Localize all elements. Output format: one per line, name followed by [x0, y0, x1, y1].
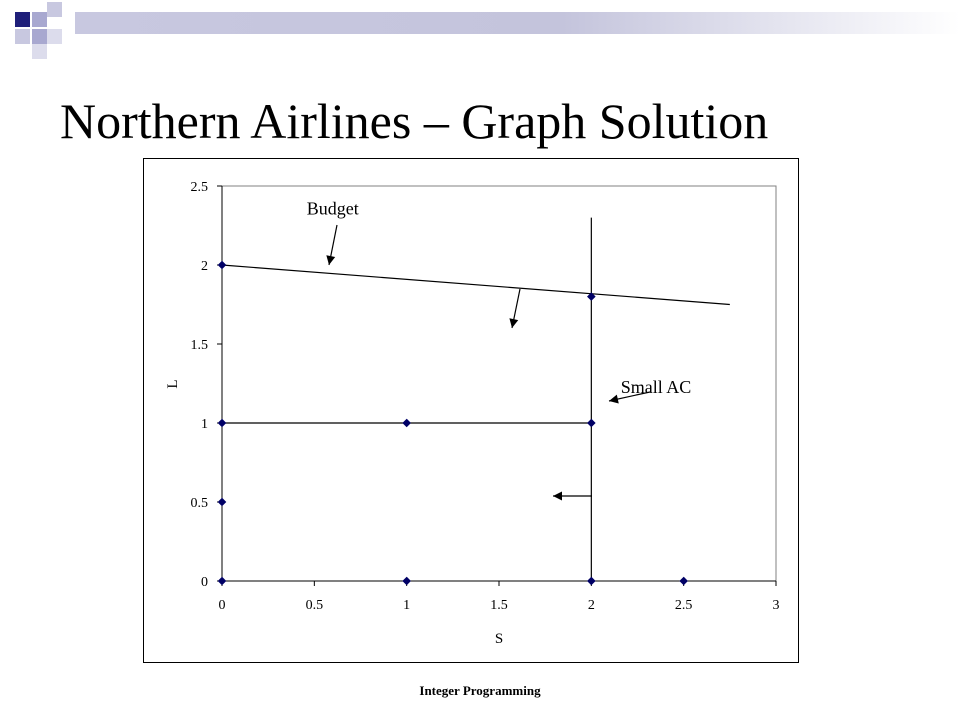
x-tick-label: 2 [587, 598, 595, 613]
small-ac-label-arrow-head [609, 395, 619, 404]
y-tick-label: 0 [201, 575, 208, 590]
data-point [403, 419, 410, 426]
y-tick-label: 0.5 [190, 496, 208, 511]
x-axis-label: S [494, 631, 504, 647]
line-budget [222, 265, 730, 305]
data-point [588, 577, 595, 584]
y-tick-label: 1 [201, 417, 208, 432]
y-tick-label: 1.5 [190, 338, 208, 353]
x-tick-label: 0.5 [305, 598, 324, 613]
x-tick-label: 0 [218, 598, 226, 613]
x-tick-label: 1 [403, 598, 411, 613]
y-tick-label: 2.5 [190, 180, 208, 195]
x-tick-label: 3 [772, 598, 780, 613]
x-tick-label: 1.5 [490, 598, 508, 613]
budget-direction-arrow-head [509, 318, 518, 328]
annotation-arrows [326, 225, 650, 501]
small-ac-direction-arrow-head [553, 492, 562, 501]
x-tick-label: 2.5 [674, 598, 693, 613]
slide-footer: Integer Programming [419, 683, 541, 698]
axes [165, 180, 780, 647]
plot-area [222, 186, 776, 581]
slide-title: Northern Airlines – Graph Solution [60, 93, 769, 149]
y-axis-label: L [165, 379, 181, 389]
budget-label: Budget [306, 198, 359, 219]
data-point [218, 419, 225, 426]
y-tick-label: 2 [201, 259, 208, 274]
data-point [218, 577, 225, 584]
chart-labels [307, 198, 691, 397]
data-point [680, 577, 687, 584]
data-point [403, 577, 410, 584]
constraint-lines [222, 218, 730, 581]
budget-label-arrow-head [326, 255, 335, 265]
small-ac-label: Small AC [620, 376, 692, 397]
data-point [588, 419, 595, 426]
data-point [218, 261, 225, 268]
data-point [218, 498, 225, 505]
